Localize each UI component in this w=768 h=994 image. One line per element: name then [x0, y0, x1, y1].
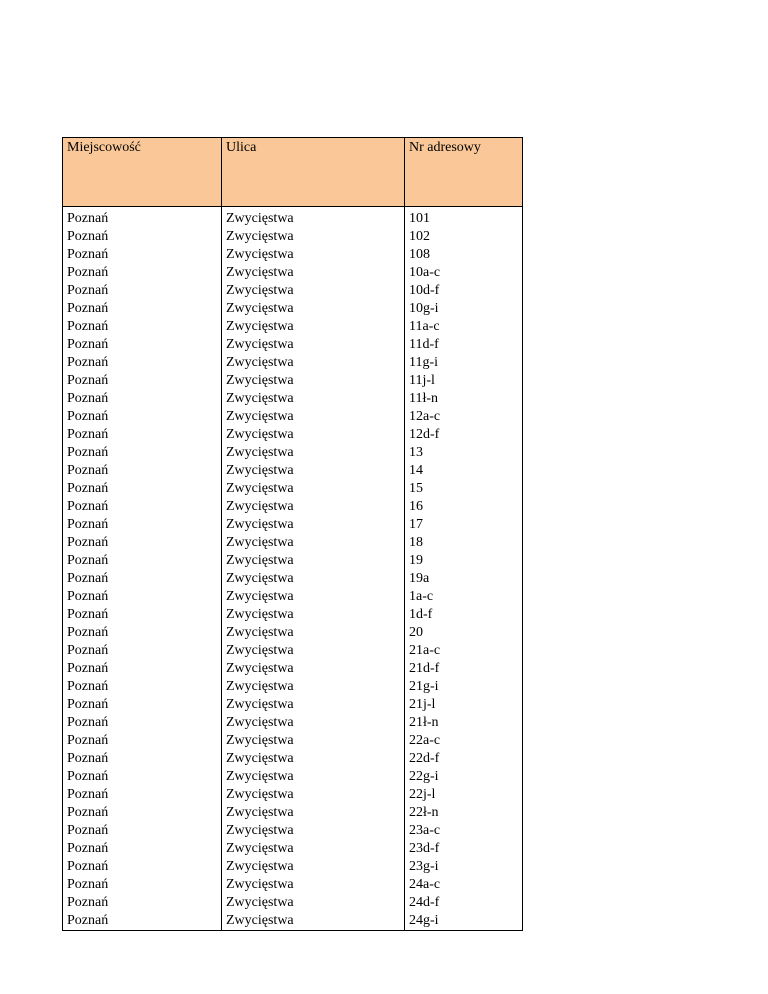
cell-ulica: Zwycięstwa	[222, 318, 405, 336]
table-row	[63, 750, 523, 768]
cell-ulica: Zwycięstwa	[222, 246, 405, 264]
cell-nr-adresowy: 101	[405, 207, 523, 229]
cell-nr-adresowy: 11d-f	[405, 336, 523, 354]
cell-ulica: Zwycięstwa	[222, 426, 405, 444]
table-row	[63, 228, 523, 246]
table-row	[63, 264, 523, 282]
cell-ulica: Zwycięstwa	[222, 606, 405, 624]
cell-nr-adresowy: 16	[405, 498, 523, 516]
cell-nr-adresowy: 19	[405, 552, 523, 570]
cell-ulica: Zwycięstwa	[222, 750, 405, 768]
cell-ulica: Zwycięstwa	[222, 408, 405, 426]
table-row	[63, 876, 523, 894]
cell-ulica: Zwycięstwa	[222, 894, 405, 912]
cell-nr-adresowy: 24d-f	[405, 894, 523, 912]
cell-nr-adresowy: 12a-c	[405, 408, 523, 426]
table-row	[63, 444, 523, 462]
table-row	[63, 624, 523, 642]
cell-ulica: Zwycięstwa	[222, 516, 405, 534]
cell-miejscowosc: Poznań	[63, 318, 222, 336]
table-row	[63, 732, 523, 750]
header-miejscowosc: Miejscowość	[63, 138, 222, 207]
cell-nr-adresowy: 11a-c	[405, 318, 523, 336]
cell-nr-adresowy: 17	[405, 516, 523, 534]
table-body	[63, 207, 523, 931]
cell-ulica: Zwycięstwa	[222, 876, 405, 894]
cell-nr-adresowy: 102	[405, 228, 523, 246]
cell-nr-adresowy: 23g-i	[405, 858, 523, 876]
cell-miejscowosc: Poznań	[63, 336, 222, 354]
header-ulica: Ulica	[222, 138, 405, 207]
table-row	[63, 912, 523, 931]
table-row	[63, 408, 523, 426]
cell-miejscowosc: Poznań	[63, 498, 222, 516]
cell-miejscowosc: Poznań	[63, 570, 222, 588]
table-row	[63, 858, 523, 876]
cell-miejscowosc: Poznań	[63, 228, 222, 246]
cell-ulica: Zwycięstwa	[222, 786, 405, 804]
cell-ulica: Zwycięstwa	[222, 840, 405, 858]
cell-ulica: Zwycięstwa	[222, 534, 405, 552]
cell-miejscowosc: Poznań	[63, 642, 222, 660]
cell-nr-adresowy: 14	[405, 462, 523, 480]
cell-miejscowosc: Poznań	[63, 912, 222, 931]
cell-ulica: Zwycięstwa	[222, 264, 405, 282]
cell-nr-adresowy: 1d-f	[405, 606, 523, 624]
table-row	[63, 552, 523, 570]
table-row	[63, 606, 523, 624]
cell-ulica: Zwycięstwa	[222, 336, 405, 354]
cell-miejscowosc: Poznań	[63, 768, 222, 786]
cell-nr-adresowy: 20	[405, 624, 523, 642]
table-row	[63, 768, 523, 786]
table-row	[63, 498, 523, 516]
cell-miejscowosc: Poznań	[63, 786, 222, 804]
cell-ulica: Zwycięstwa	[222, 732, 405, 750]
cell-miejscowosc: Poznań	[63, 282, 222, 300]
cell-nr-adresowy: 23a-c	[405, 822, 523, 840]
cell-miejscowosc: Poznań	[63, 552, 222, 570]
cell-miejscowosc: Poznań	[63, 444, 222, 462]
table-row	[63, 480, 523, 498]
cell-ulica: Zwycięstwa	[222, 858, 405, 876]
cell-nr-adresowy: 11j-l	[405, 372, 523, 390]
table-row	[63, 336, 523, 354]
cell-miejscowosc: Poznań	[63, 678, 222, 696]
cell-nr-adresowy: 12d-f	[405, 426, 523, 444]
cell-miejscowosc: Poznań	[63, 732, 222, 750]
cell-ulica: Zwycięstwa	[222, 624, 405, 642]
table-row	[63, 786, 523, 804]
cell-nr-adresowy: 13	[405, 444, 523, 462]
table-row	[63, 660, 523, 678]
cell-ulica: Zwycięstwa	[222, 498, 405, 516]
header-row	[63, 138, 523, 207]
table-row	[63, 714, 523, 732]
cell-miejscowosc: Poznań	[63, 894, 222, 912]
cell-nr-adresowy: 22g-i	[405, 768, 523, 786]
cell-nr-adresowy: 15	[405, 480, 523, 498]
table-row	[63, 588, 523, 606]
cell-nr-adresowy: 22a-c	[405, 732, 523, 750]
cell-nr-adresowy: 19a	[405, 570, 523, 588]
cell-miejscowosc: Poznań	[63, 876, 222, 894]
cell-ulica: Zwycięstwa	[222, 696, 405, 714]
cell-miejscowosc: Poznań	[63, 606, 222, 624]
cell-ulica: Zwycięstwa	[222, 768, 405, 786]
cell-ulica: Zwycięstwa	[222, 444, 405, 462]
cell-nr-adresowy: 24g-i	[405, 912, 523, 931]
cell-ulica: Zwycięstwa	[222, 354, 405, 372]
cell-ulica: Zwycięstwa	[222, 372, 405, 390]
table-row	[63, 318, 523, 336]
table-row	[63, 894, 523, 912]
cell-nr-adresowy: 24a-c	[405, 876, 523, 894]
cell-miejscowosc: Poznań	[63, 588, 222, 606]
header-nr-adresowy: Nr adresowy	[405, 138, 523, 207]
cell-miejscowosc: Poznań	[63, 624, 222, 642]
table-row	[63, 642, 523, 660]
cell-ulica: Zwycięstwa	[222, 804, 405, 822]
cell-miejscowosc: Poznań	[63, 207, 222, 229]
cell-miejscowosc: Poznań	[63, 822, 222, 840]
address-table	[62, 137, 523, 931]
cell-miejscowosc: Poznań	[63, 714, 222, 732]
table-row	[63, 534, 523, 552]
cell-ulica: Zwycięstwa	[222, 228, 405, 246]
cell-miejscowosc: Poznań	[63, 534, 222, 552]
cell-miejscowosc: Poznań	[63, 354, 222, 372]
cell-nr-adresowy: 22j-l	[405, 786, 523, 804]
cell-nr-adresowy: 22ł-n	[405, 804, 523, 822]
cell-miejscowosc: Poznań	[63, 372, 222, 390]
cell-nr-adresowy: 21ł-n	[405, 714, 523, 732]
cell-miejscowosc: Poznań	[63, 462, 222, 480]
cell-nr-adresowy: 21d-f	[405, 660, 523, 678]
cell-nr-adresowy: 22d-f	[405, 750, 523, 768]
cell-nr-adresowy: 21g-i	[405, 678, 523, 696]
cell-ulica: Zwycięstwa	[222, 570, 405, 588]
cell-miejscowosc: Poznań	[63, 300, 222, 318]
cell-miejscowosc: Poznań	[63, 246, 222, 264]
cell-miejscowosc: Poznań	[63, 264, 222, 282]
cell-nr-adresowy: 1a-c	[405, 588, 523, 606]
cell-ulica: Zwycięstwa	[222, 207, 405, 229]
cell-ulica: Zwycięstwa	[222, 714, 405, 732]
cell-miejscowosc: Poznań	[63, 408, 222, 426]
table-row	[63, 462, 523, 480]
cell-ulica: Zwycięstwa	[222, 282, 405, 300]
cell-nr-adresowy: 10d-f	[405, 282, 523, 300]
cell-nr-adresowy: 18	[405, 534, 523, 552]
cell-miejscowosc: Poznań	[63, 516, 222, 534]
cell-ulica: Zwycięstwa	[222, 678, 405, 696]
cell-miejscowosc: Poznań	[63, 426, 222, 444]
table-row	[63, 516, 523, 534]
table-row	[63, 840, 523, 858]
table-row	[63, 822, 523, 840]
table-row	[63, 570, 523, 588]
table-row	[63, 804, 523, 822]
cell-nr-adresowy: 23d-f	[405, 840, 523, 858]
cell-ulica: Zwycięstwa	[222, 390, 405, 408]
cell-nr-adresowy: 21j-l	[405, 696, 523, 714]
cell-miejscowosc: Poznań	[63, 804, 222, 822]
cell-nr-adresowy: 11ł-n	[405, 390, 523, 408]
cell-ulica: Zwycięstwa	[222, 552, 405, 570]
cell-ulica: Zwycięstwa	[222, 462, 405, 480]
table-row	[63, 372, 523, 390]
table-row	[63, 426, 523, 444]
cell-nr-adresowy: 108	[405, 246, 523, 264]
cell-miejscowosc: Poznań	[63, 390, 222, 408]
table-row	[63, 300, 523, 318]
cell-ulica: Zwycięstwa	[222, 822, 405, 840]
cell-ulica: Zwycięstwa	[222, 588, 405, 606]
cell-ulica: Zwycięstwa	[222, 642, 405, 660]
cell-ulica: Zwycięstwa	[222, 480, 405, 498]
table-row	[63, 390, 523, 408]
cell-miejscowosc: Poznań	[63, 840, 222, 858]
cell-nr-adresowy: 10g-i	[405, 300, 523, 318]
table-row	[63, 282, 523, 300]
table-row	[63, 678, 523, 696]
cell-ulica: Zwycięstwa	[222, 660, 405, 678]
cell-miejscowosc: Poznań	[63, 858, 222, 876]
table-row	[63, 246, 523, 264]
cell-miejscowosc: Poznań	[63, 480, 222, 498]
cell-nr-adresowy: 11g-i	[405, 354, 523, 372]
cell-nr-adresowy: 10a-c	[405, 264, 523, 282]
cell-nr-adresowy: 21a-c	[405, 642, 523, 660]
table-row	[63, 207, 523, 229]
cell-miejscowosc: Poznań	[63, 750, 222, 768]
cell-ulica: Zwycięstwa	[222, 912, 405, 931]
cell-ulica: Zwycięstwa	[222, 300, 405, 318]
cell-miejscowosc: Poznań	[63, 660, 222, 678]
cell-miejscowosc: Poznań	[63, 696, 222, 714]
table-row	[63, 696, 523, 714]
table-row	[63, 354, 523, 372]
